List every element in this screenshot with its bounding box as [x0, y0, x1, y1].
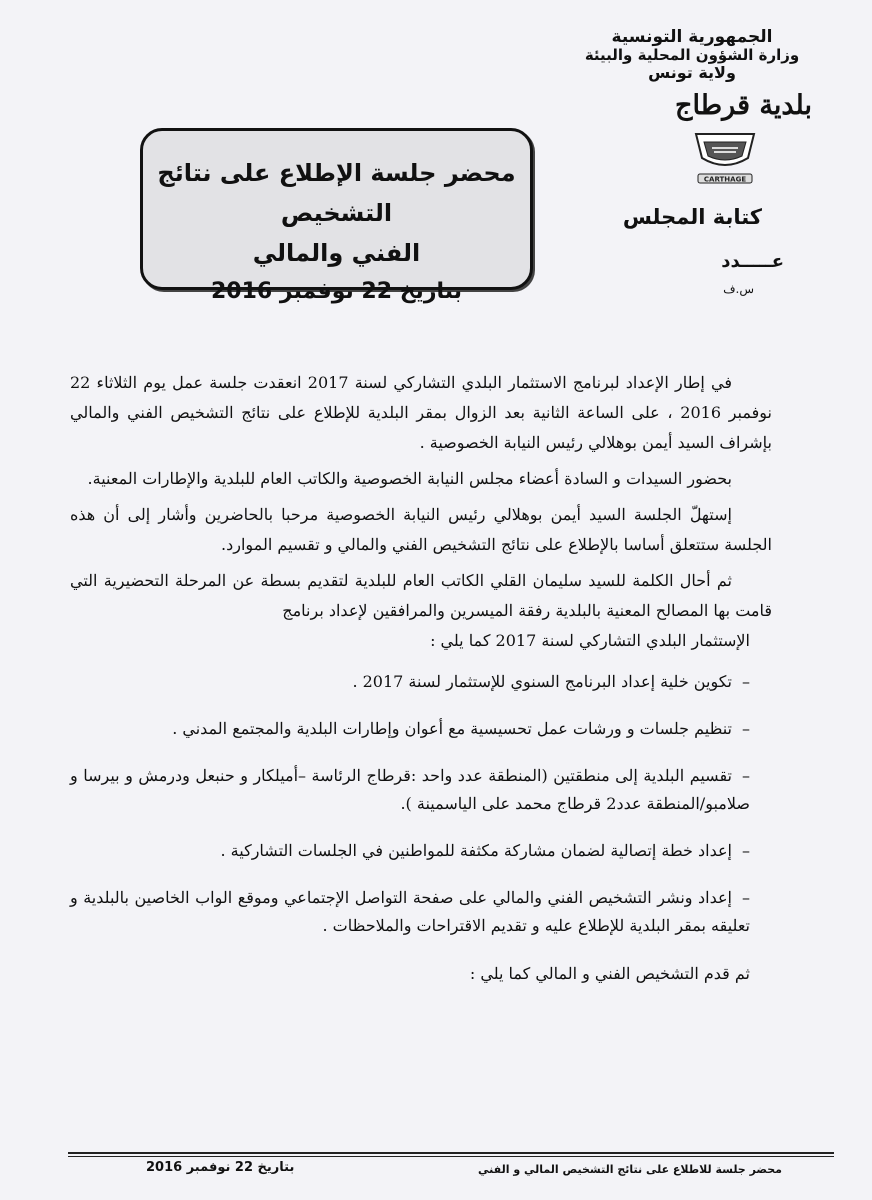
letterhead-republic: الجمهورية التونسية — [611, 27, 773, 47]
minutes-body — [70, 368, 772, 989]
paragraph-opening: إستهلّ الجلسة السيد أيمن بوهلالي رئيس النيابة الخصوصية مرحبا بالحاضرين وأشار إلى أن هذه الجلسة ستتعلق أساسا بالإطلاع على نتائج التشخيص الفني والمالي و تقسيم الموارد. — [70, 505, 772, 554]
paragraph-secretary-cont: الإستثمار البلدي التشاركي لسنة 2017 كما يلي : — [430, 631, 750, 650]
footer-title: محضر جلسة للاطلاع على نتائج التشخيص المالي و الفني — [478, 1163, 782, 1176]
reference-number-label: عـــــدد — [721, 251, 784, 272]
logo-text: CARTHAGE — [703, 175, 747, 184]
paragraph-secretary: ثم أحال الكلمة للسيد سليمان القلي الكاتب العام للبلدية لتقديم بسطة عن المرحلة التحضيرية التي قامت بها المصالح المعنية بالبلدية رفقة الميسرين والمرافقين لإعداد برنامج — [70, 571, 772, 620]
footer-date: بتاريخ 22 نوفمبر 2016 — [146, 1160, 295, 1175]
paragraph-intro: في إطار الإعداد لبرنامج الاستثمار البلدي التشاركي لسنة 2017 انعقدت جلسة عمل يوم الثلاثاء 22 نوفمبر 2016 ، على الساعة الثانية بعد الزوال بمقر البلدية للإطلاع على نتائج التشخيص الفني والمالي بإشراف السيد أيمن بوهلالي رئيس النيابة الخصوصية . — [70, 373, 772, 452]
title-box — [140, 128, 533, 304]
list-item: –تكوين خلية إعداد البرنامج السنوي للإستثمار لسنة 2017 . — [352, 672, 750, 691]
carthage-logo — [690, 128, 760, 184]
footer-rule — [68, 1152, 834, 1154]
preparation-steps-list — [70, 668, 772, 940]
list-item: –تنظيم جلسات و ورشات عمل تحسيسية مع أعوان وإطارات البلدية والمجتمع المدني . — [172, 719, 750, 738]
list-item: –إعداد خطة إتصالية لضمان مشاركة مكثفة للمواطنين في الجلسات التشاركية . — [220, 841, 750, 860]
paragraph-attendance: بحضور السيدات و السادة أعضاء مجلس النيابة الخصوصية والكاتب العام للبلدية والإطارات المعنية. — [87, 469, 732, 488]
paragraph-diagnosis: ثم قدم التشخيص الفني و المالي كما يلي : — [469, 964, 750, 983]
title-line-1: محضر جلسة الإطلاع على نتائج التشخيص — [157, 159, 516, 227]
title-line-2: الفني والمالي — [252, 239, 421, 267]
list-item: –تقسيم البلدية إلى منطقتين (المنطقة عدد واحد :قرطاج الرئاسة –أميلكار و حنبعل ودرمش و بيرسا و صلامبو/المنطقة عدد2 قرطاج محمد على الياسمينة ). — [70, 766, 750, 813]
author-initials: س.ف — [723, 282, 754, 296]
footer-rule-thin — [68, 1156, 834, 1157]
council-office: كتابة المجلس — [622, 205, 762, 229]
letterhead — [572, 27, 812, 121]
letterhead-municipality: بلدية قرطاج — [675, 90, 812, 121]
letterhead-governorate: ولاية تونس — [648, 63, 736, 82]
title-date: بتاريخ 22 نوفمبر 2016 — [210, 279, 462, 304]
list-item: –إعداد ونشر التشخيص الفني والمالي على صفحة التواصل الإجتماعي وموقع الواب الخاصين بالبلدية و تعليقه بمقر البلدية للإطلاع عليه و تقديم الاقتراحات والملاحظات . — [70, 888, 750, 935]
letterhead-ministry: وزارة الشؤون المحلية والبيئة — [584, 46, 800, 64]
